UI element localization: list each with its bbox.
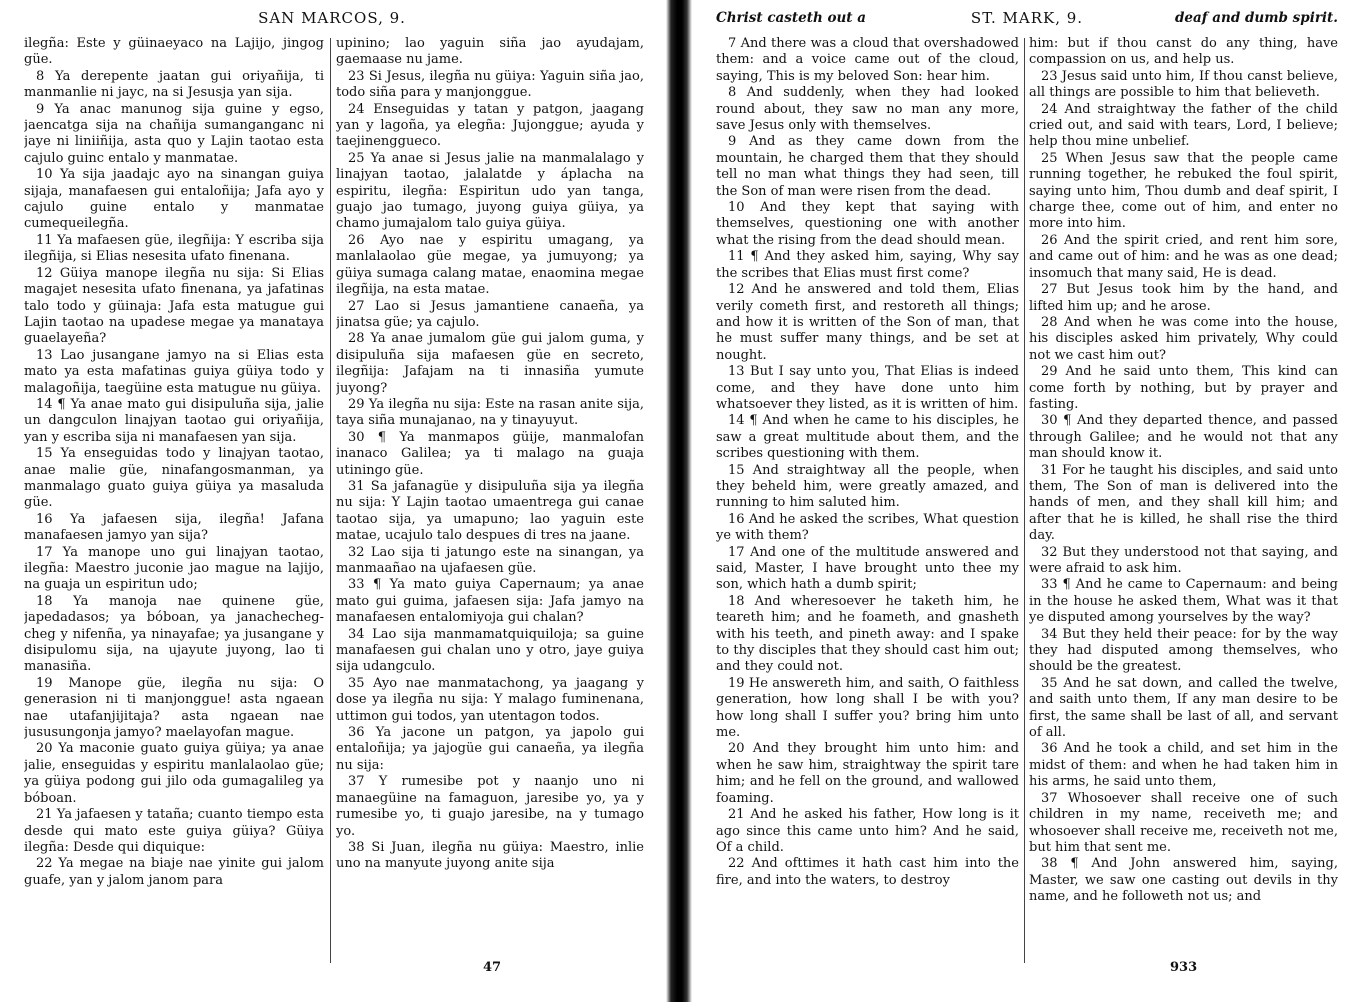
verse-paragraph: 24 Enseguidas y tatan y patgon, jaagang yan y lagoña, ya elegña: Jujonggue; ayuda y taejinenggueco. — [336, 101, 644, 150]
verse-paragraph: 17 Ya manope uno gui linajyan taotao, ilegña: Maestro juconie jao mague na lajijo, na guaja un espiritun udo; — [24, 544, 324, 593]
right-page — [690, 0, 1355, 1002]
verse-paragraph: 18 Ya manoja nae quinene güe, japedadasos; ya bóboan, ya janachecheg-cheg y nifenña, ya ninayafae; ya jusangane y disipulomu sija, na ujayute juyong, lao ti manasiña. — [24, 593, 324, 675]
verse-paragraph: 9 And as they came down from the mountain, he charged them that they should tell no man what things they had seen, till the Son of man were risen from the dead. — [716, 134, 1019, 199]
verse-paragraph: 11 ¶ And they asked him, saying, Why say the scribes that Elias must first come? — [716, 249, 1019, 281]
verse-paragraph: upinino; lao yaguin siña jao ayudajam, gaemaase nu jame. — [336, 36, 644, 68]
verse-paragraph: 37 Y rumesibe pot y naanjo uno ni manaegüine na famaguon, jaresibe yo, ya y rumesibe yo, ti guajo jaresibe, na y tumago yo. — [336, 774, 644, 839]
verse-paragraph: 12 And he answered and told them, Elias verily cometh first, and restoreth all things; and how it is written of the Son of man, that he must suffer many things, and be set at nought. — [716, 282, 1019, 363]
right-column-b — [1029, 36, 1338, 968]
verse-paragraph: 16 Ya jafaesen sija, ilegña! Jafana manafaesen jamyo yan sija? — [24, 511, 324, 544]
right-page-number: 933 — [1170, 960, 1198, 975]
verse-paragraph: 7 And there was a cloud that overshadowed them: and a voice came out of the cloud, saying, This is my beloved Son: hear him. — [716, 36, 1019, 84]
verse-paragraph: 15 Ya enseguidas todo y linajyan taotao, anae malie güe, ninafangosmanman, ya manmalago guato guiya güiya ya masaluda güe. — [24, 446, 324, 511]
verse-paragraph: 20 And they brought him unto him: and when he saw him, straightway the spirit tare him; and he fell on the ground, and wallowed foaming. — [716, 741, 1019, 806]
verse-paragraph: 38 Si Juan, ilegña nu güiya: Maestro, inlie uno na manyute juyong anite sija — [336, 839, 644, 872]
verse-paragraph: 29 Ya ilegña nu sija: Este na rasan anite sija, taya siña munajanao, na y tinayuyut. — [336, 396, 644, 429]
verse-paragraph: 26 And the spirit cried, and rent him sore, and came out of him: and he was as one dead; insomuch that many said, He is dead. — [1029, 232, 1338, 281]
verse-paragraph: 10 Ya sija jaadajc ayo na sinangan guiya sijaja, manafaesen gui entaloñija; Jafa ayo y cajulo guine entalo y manmatae cumequeilegña. — [24, 167, 324, 232]
verse-paragraph: 8 Ya derepente jaatan gui oriyañija, ti manmanlie ni jayc, na si Jesusja yan sija. — [24, 68, 324, 101]
verse-paragraph: 27 Lao si Jesus jamantiene canaeña, ya jinatsa güe; ya cajulo. — [336, 298, 644, 330]
verse-paragraph: 15 And straightway all the people, when they beheld him, were greatly amazed, and running to him saluted him. — [716, 462, 1019, 511]
verse-paragraph: 32 Lao sija ti jatungo este na sinangan, ya manmaañao na ujafaesen güe. — [336, 544, 644, 576]
verse-paragraph: 17 And one of the multitude answered and said, Master, I have brought unto thee my son, which hath a dumb spirit; — [716, 544, 1019, 593]
running-head-left: Christ casteth out a — [716, 10, 866, 26]
verse-paragraph: 33 ¶ And he came to Capernaum: and being in the house he asked them, What was it that ye disputed among yourselves by the way? — [1029, 577, 1338, 626]
verse-paragraph: 23 Si Jesus, ilegña nu güiya: Yaguin siña jao, todo siña para y manjonggue. — [336, 68, 644, 101]
verse-paragraph: 35 And he sat down, and called the twelve, and saith unto them, If any man desire to be first, the same shall be last of all, and servant of all. — [1029, 675, 1338, 741]
verse-paragraph: 13 Lao jusangane jamyo na si Elias esta mato ya esta mafatinas guiya güiya todo y malagoñija, taegüine esta matugue nu güiya. — [24, 347, 324, 396]
running-head-right: deaf and dumb spirit. — [1174, 10, 1338, 26]
verse-paragraph: 32 But they understood not that saying, and were afraid to ask him. — [1029, 544, 1338, 576]
verse-paragraph: 21 Ya jafaesen y tataña; cuanto tiempo esta desde qui mato este guiya güiya? Güiya ilegña: Desde qui diquique: — [24, 807, 324, 855]
verse-paragraph: him: but if thou canst do any thing, have compassion on us, and help us. — [1029, 36, 1338, 68]
verse-paragraph: 31 For he taught his disciples, and said unto them, The Son of man is delivered into the hands of men, and they shall kill him; and after that he is killed, he shall rise the third day. — [1029, 462, 1338, 544]
left-page — [0, 0, 668, 1002]
left-column-b — [336, 36, 644, 968]
verse-paragraph: 9 Ya anac manunog sija guine y egso, jaencatga sija na chañija sumanganganc ni jaye ni liniiñija, asta quo y Lajin taotao esta cajulo guinc entalo y manmatae. — [24, 101, 324, 166]
column-rule — [1024, 38, 1025, 963]
right-column-a — [716, 36, 1019, 968]
running-head-center: ST. MARK, 9. — [970, 9, 1084, 27]
verse-paragraph: 14 ¶ Ya anae mato gui disipuluña sija, jalie un dangculon linajyan taotao gui oriyañija, yan y escriba sija ni manafaesen yan sija. — [24, 396, 324, 445]
verse-paragraph: 35 Ayo nae manmatachong, ya jaagang y dose ya ilegña nu sija: Y malago fuminenana, uttimon gui todos, yan utentagon todos. — [336, 675, 644, 724]
verse-paragraph: 28 And when he was come into the house, his disciples asked him privately, Why could not we cast him out? — [1029, 314, 1338, 363]
verse-paragraph: 31 Sa jafanagüe y disipuluña sija ya ilegña nu sija: Y Lajin taotao umaentrega gui canae taotao sija, ya umapuno; lao yaguin este matae, ucajulo talo despues di tres na jaane. — [336, 478, 644, 544]
verse-paragraph: 21 And he asked his father, How long is it ago since this came unto him? And he said, Of a child. — [716, 807, 1019, 855]
verse-paragraph: 34 Lao sija manmamatquiquiloja; sa guine manafaesen gui chalan uno y otro, jaye guiya sija udangculo. — [336, 626, 644, 675]
verse-paragraph: 36 And he took a child, and set him in the midst of them: and when he had taken him in his arms, he said unto them, — [1029, 741, 1338, 790]
verse-paragraph: 22 And ofttimes it hath cast him into the fire, and into the waters, to destroy — [716, 856, 1019, 888]
verse-paragraph: 30 ¶ And they departed thence, and passed through Galilee; and he would not that any man should know it. — [1029, 413, 1338, 462]
verse-paragraph: 38 ¶ And John answered him, saying, Master, we saw one casting out devils in thy name, and he followeth not us; and — [1029, 856, 1338, 905]
left-page-header: SAN MARCOS, 9. — [258, 9, 406, 27]
verse-paragraph: 20 Ya maconie guato guiya güiya; ya anae jalie, enseguidas y espiritu manlalaolao güe; ya güiya podong gui jilo oda gumagalileg ya bóboan. — [24, 741, 324, 806]
verse-paragraph: 18 And wheresoever he taketh him, he teareth him; and he foameth, and gnasheth with his teeth, and pineth away: and I spake to thy disciples that they should cast him out; and they could not. — [716, 593, 1019, 675]
verse-paragraph: 33 ¶ Ya mato guiya Capernaum; ya anae mato gui guima, jafaesen sija: Jafa jamyo na manafaesen entalomiyoja gui chalan? — [336, 577, 644, 626]
verse-paragraph: 37 Whosoever shall receive one of such children in my name, receiveth me; and whosoever shall receive me, receiveth not me, but him that sent me. — [1029, 790, 1338, 855]
verse-paragraph: 30 ¶ Ya manmapos güije, manmalofan inanaco Galilea; ya ti malago na guaja utiningo güe. — [336, 429, 644, 478]
verse-paragraph: 11 Ya mafaesen güe, ilegñija: Y escriba sija ilegñija, si Elias nesesita ufato finenana. — [24, 232, 324, 265]
verse-paragraph: 28 Ya anae jumalom güe gui jalom guma, y disipuluña sija mafaesen güe en secreto, ilegñija: Jafajam na ti innasiña yumute juyong? — [336, 331, 644, 396]
verse-paragraph: 24 And straightway the father of the child cried out, and said with tears, Lord, I believe; help thou mine unbelief. — [1029, 101, 1338, 150]
verse-paragraph: 13 But I say unto you, That Elias is indeed come, and they have done unto him whatsoever they listed, as it is written of him. — [716, 364, 1019, 412]
verse-paragraph: 27 But Jesus took him by the hand, and lifted him up; and he arose. — [1029, 282, 1338, 314]
verse-paragraph: 23 Jesus said unto him, If thou canst believe, all things are possible to him that believeth. — [1029, 68, 1338, 101]
verse-paragraph: 29 And he said unto them, This kind can come forth by nothing, but by prayer and fasting. — [1029, 364, 1338, 412]
verse-paragraph: 25 Ya anae si Jesus jalie na manmalalago y linajyan taotao, jalalatde y áplacha na espiritu, ilegña: Espiritun udo yan tanga, guajo jao tumago, juyong guiya güiya, ya chamo jumajalom talo guiya güiya. — [336, 150, 644, 232]
verse-paragraph: 8 And suddenly, when they had looked round about, they saw no man any more, save Jesus only with themselves. — [716, 85, 1019, 134]
verse-paragraph: 12 Güiya manope ilegña nu sija: Si Elias magajet nesesita ufato finenana, ya jafatinas talo todo y güinaja: Jafa esta matugue gui Lajin taotao na upadese megae ya manataya guaelayeña? — [24, 265, 324, 347]
book-gutter — [666, 0, 692, 1002]
left-page-number: 47 — [483, 960, 502, 975]
verse-paragraph: 26 Ayo nae y espiritu umagang, ya manlalaolao güe megae, ya jumuyong; ya güiya sumaga calang matae, enaomina megae ilegñija, na esta matae. — [336, 232, 644, 298]
left-column-a — [24, 36, 324, 968]
verse-paragraph: 10 And they kept that saying with themselves, questioning one with another what the rising from the dead should mean. — [716, 200, 1019, 248]
verse-paragraph: 16 And he asked the scribes, What question ye with them? — [716, 511, 1019, 544]
verse-paragraph: 14 ¶ And when he came to his disciples, he saw a great multitude about them, and the scribes questioning with them. — [716, 413, 1019, 462]
verse-paragraph: 25 When Jesus saw that the people came running together, he rebuked the foul spirit, saying unto him, Thou dumb and deaf spirit, I charge thee, come out of him, and enter no more into him. — [1029, 150, 1338, 232]
verse-paragraph: 19 He answereth him, and saith, O faithless generation, how long shall I be with you? how long shall I suffer you? bring him unto me. — [716, 675, 1019, 741]
right-page-header — [716, 9, 1338, 31]
verse-paragraph: 36 Ya jacone un patgon, ya japolo gui entaloñija; ya jajogüe gui canaeña, ya ilegña nu sija: — [336, 725, 644, 773]
verse-paragraph: 34 But they held their peace: for by the way they had disputed among themselves, who should be the greatest. — [1029, 626, 1338, 675]
verse-paragraph: ilegña: Este y güinaeyaco na Lajijo, jingog güe. — [24, 36, 324, 68]
verse-paragraph: 22 Ya megae na biaje nae yinite gui jalom guafe, yan y jalom janom para — [24, 856, 324, 888]
column-rule — [330, 38, 331, 963]
verse-paragraph: 19 Manope güe, ilegña nu sija: O generasion ni ti manjonggue! asta ngaean nae utafanjijitaja? asta ngaean nae jususungonja jamyo? maelayofan mague. — [24, 675, 324, 741]
